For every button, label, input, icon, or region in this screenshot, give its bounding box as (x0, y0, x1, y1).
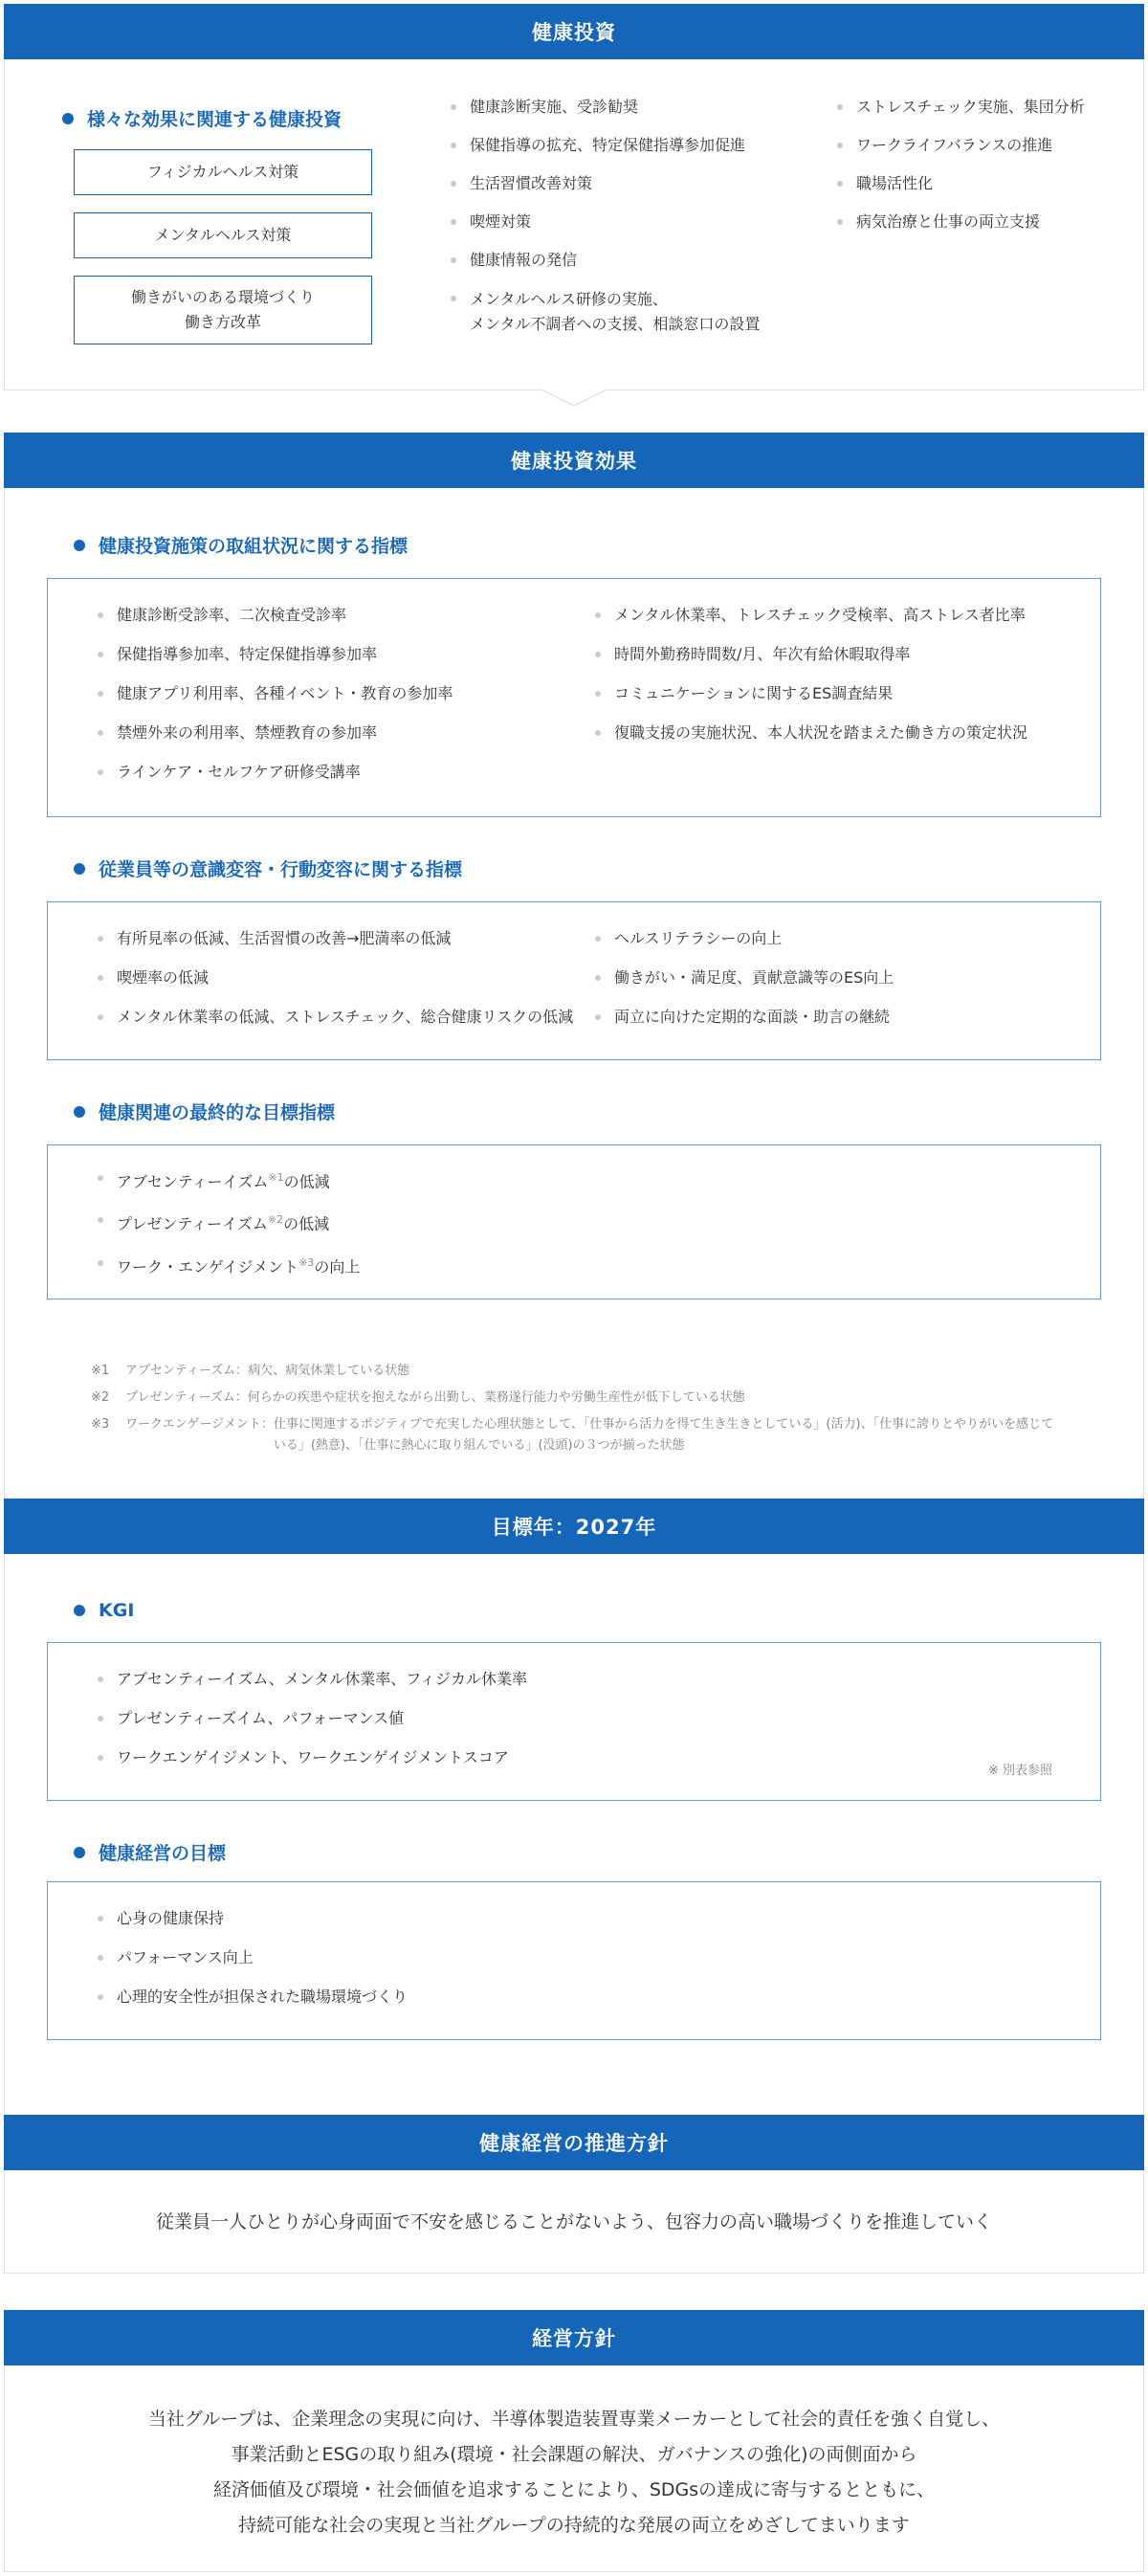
list-item: 職場活性化 (833, 172, 1139, 195)
footnote-mark: ※3 (91, 1417, 110, 1432)
footnote (91, 1414, 1057, 1456)
list-item (94, 1166, 668, 1193)
item-text: の向上 (314, 1256, 361, 1276)
bullet-dot-icon (74, 863, 85, 875)
behavior-list-right (591, 927, 1089, 1029)
management-goal-frame (47, 1881, 1101, 2040)
bullet-dot-icon (62, 113, 74, 124)
final-goals-frame (47, 1144, 1101, 1299)
investment-list-2 (833, 96, 1139, 233)
item-text: ワーク・エンゲイジメント (117, 1256, 299, 1276)
list-item: 時間外勤務時間数/月、年次有給休暇取得率 (591, 643, 1089, 666)
kgi-frame (47, 1642, 1101, 1801)
bullet-dot-icon (74, 1847, 85, 1858)
group-title-text: 健康投資施策の取組状況に関する指標 (99, 536, 408, 557)
behavior-frame (47, 901, 1101, 1060)
list-item: プレゼンティーズイム、パフォーマンス値 (94, 1707, 859, 1730)
list-item: 健康診断実施、受診勧奨 (447, 96, 810, 119)
list-item: ストレスチェック実施、集団分析 (833, 96, 1139, 119)
section-body (4, 1554, 1144, 2132)
item-text: プレゼンティーイズム (117, 1214, 268, 1233)
item-text: の低減 (283, 1214, 330, 1233)
final-goals-list (94, 1166, 668, 1278)
section-target-year (4, 1499, 1144, 2132)
policy-line: 事業活動とESGの取り組み(環境・社会課題の解決、ガバナンスの強化)の両側面から (231, 2444, 917, 2465)
footnote-ref: ※3 (298, 1255, 315, 1269)
list-item: 復職支援の実施状況、本人状況を踏まえた働き方の策定状況 (591, 722, 1089, 744)
list-item: メンタル休業率の低減、ストレスチェック、総合健康リスクの低減 (94, 1006, 591, 1029)
footnote (91, 1361, 1057, 1382)
group-title-final-goals (74, 1099, 335, 1124)
section-header: 健康経営の推進方針 (4, 2115, 1144, 2170)
footnote-label: ワークエンゲージメント： (125, 1417, 274, 1432)
kgi-note: ※ 別表参照 (987, 1764, 1052, 1778)
subsection-title (62, 105, 342, 131)
list-item (94, 1252, 668, 1278)
footnote-label: プレゼンティーズム： (125, 1390, 248, 1405)
section-header: 健康投資 (4, 4, 1144, 59)
measure-box-mental: メンタルヘルス対策 (74, 212, 372, 258)
list-item: 心理的安全性が担保された職場環境づくり (94, 1986, 859, 2009)
group-title-initiatives (74, 532, 408, 558)
footnote-ref: ※2 (267, 1213, 284, 1227)
footnote (91, 1388, 1057, 1409)
list-item: 喫煙率の低減 (94, 966, 591, 989)
investment-list-1 (447, 96, 810, 337)
list-item: ワークエンゲイジメント、ワークエンゲイジメントスコア (94, 1746, 859, 1769)
list-item: アブセンティーイズム、メンタル休業率、フィジカル休業率 (94, 1668, 859, 1691)
list-item: 働きがい・満足度、貢献意識等のES向上 (591, 966, 1089, 989)
section-body (4, 2170, 1144, 2274)
footnotes (91, 1361, 1057, 1456)
list-item: コミュニケーションに関するES調査結果 (591, 682, 1089, 705)
footnote-mark: ※2 (91, 1390, 110, 1405)
section-header: 経営方針 (4, 2310, 1144, 2365)
list-item: 生活習慣改善対策 (447, 172, 810, 195)
section-promotion-policy (4, 2115, 1144, 2274)
group-title-management-goal (74, 1839, 226, 1865)
section-body (4, 488, 1144, 1504)
bullet-dot-icon (74, 1106, 85, 1118)
list-item: 禁煙外来の利用率、禁煙教育の参加率 (94, 722, 572, 744)
footnote-text: 病欠、病気休業している状態 (248, 1364, 410, 1378)
measure-box-environment: 働きがいのある環境づくり 働き方改革 (74, 276, 372, 344)
list-item: ラインケア・セルフケア研修受講率 (94, 761, 572, 784)
bullet-dot-icon (74, 540, 85, 551)
list-item: 健康情報の発信 (447, 249, 810, 272)
item-text: の低減 (283, 1172, 330, 1191)
initiatives-list-right (591, 604, 1089, 744)
section-health-investment (4, 4, 1144, 390)
management-goal-list (94, 1907, 859, 2009)
group-title-text: 健康関連の最終的な目標指標 (99, 1102, 336, 1123)
list-item: パフォーマンス向上 (94, 1946, 859, 1969)
list-item: 保健指導の拡充、特定保健指導参加促進 (447, 134, 810, 157)
footnote-ref: ※1 (268, 1171, 284, 1184)
list-item: 喫煙対策 (447, 211, 810, 233)
policy-line: 経済価値及び環境・社会価値を追求することにより、SDGsの達成に寄与するとともに、 (212, 2479, 936, 2500)
policy-text: 従業員一人ひとりが心身両面で不安を感じることがないよう、包容力の高い職場づくりを推進していく (155, 2210, 992, 2232)
list-item: 保健指導参加率、特定保健指導参加率 (94, 643, 572, 666)
section-management-policy (4, 2310, 1144, 2572)
footnote-text: 何らかの疾患や症状を抱えながら出勤し、業務遂行能力や労働生産性が低下している状態 (247, 1390, 745, 1405)
section-header: 目標年：2027年 (4, 1499, 1144, 1554)
item-text: アブセンティーイズム (117, 1172, 269, 1191)
list-item: ヘルスリテラシーの向上 (591, 927, 1089, 950)
subsection-title-text: 様々な効果に関連する健康投資 (87, 109, 342, 130)
list-item: メンタル休業率、トレスチェック受検率、高ストレス者比率 (591, 604, 1089, 627)
footnote-mark: ※1 (91, 1364, 110, 1378)
behavior-list-left (94, 927, 591, 1029)
list-item: 病気治療と仕事の両立支援 (833, 211, 1139, 233)
list-item: メンタルヘルス研修の実施、 メンタル不調者への支援、相談窓口の設置 (447, 287, 810, 337)
group-title-behavior (74, 855, 462, 881)
policy-line: 当社グループは、企業理念の実現に向け、半導体製造装置専業メーカーとして社会的責任を強く自覚し、 (147, 2409, 1001, 2430)
footnote-text: 仕事に関連するポジティブで充実した心理状態として、「仕事から活力を得て生き生きとしている」(活力)、「仕事に誇りとやりがいを感じている」(熱意)、「仕事に熱心に取り組んでいる」(没頭)の３つが揃った状態 (273, 1417, 1054, 1453)
section-body (4, 59, 1144, 390)
bullet-dot-icon (74, 1605, 85, 1616)
section-investment-effect (4, 433, 1144, 1504)
group-title-text: 健康経営の目標 (99, 1843, 227, 1864)
section-body (4, 2365, 1144, 2572)
list-item: 両立に向けた定期的な面談・助言の継続 (591, 1006, 1089, 1029)
list-item: 有所見率の低減、生活習慣の改善→肥満率の低減 (94, 927, 591, 950)
group-title-text: KGI (99, 1600, 135, 1621)
kgi-list (94, 1668, 859, 1769)
initiatives-frame (47, 578, 1101, 817)
section-header: 健康投資効果 (4, 433, 1144, 488)
list-item: 健康アプリ利用率、各種イベント・教育の参加率 (94, 682, 572, 705)
down-arrow-icon (540, 389, 608, 407)
policy-line: 持続可能な社会の実現と当社グループの持続的な発展の両立をめざしてまいります (238, 2515, 910, 2536)
measure-box-physical: フィジカルヘルス対策 (74, 149, 372, 195)
group-title-text: 従業員等の意識変容・行動変容に関する指標 (99, 859, 463, 880)
list-item: 心身の健康保持 (94, 1907, 859, 1930)
initiatives-list-left (94, 604, 572, 784)
footnote-label: アブセンティーズム： (125, 1364, 249, 1378)
group-title-kgi (74, 1600, 134, 1621)
list-item: 健康診断受診率、二次検査受診率 (94, 604, 572, 627)
list-item (94, 1209, 668, 1235)
list-item: ワークライフバランスの推進 (833, 134, 1139, 157)
